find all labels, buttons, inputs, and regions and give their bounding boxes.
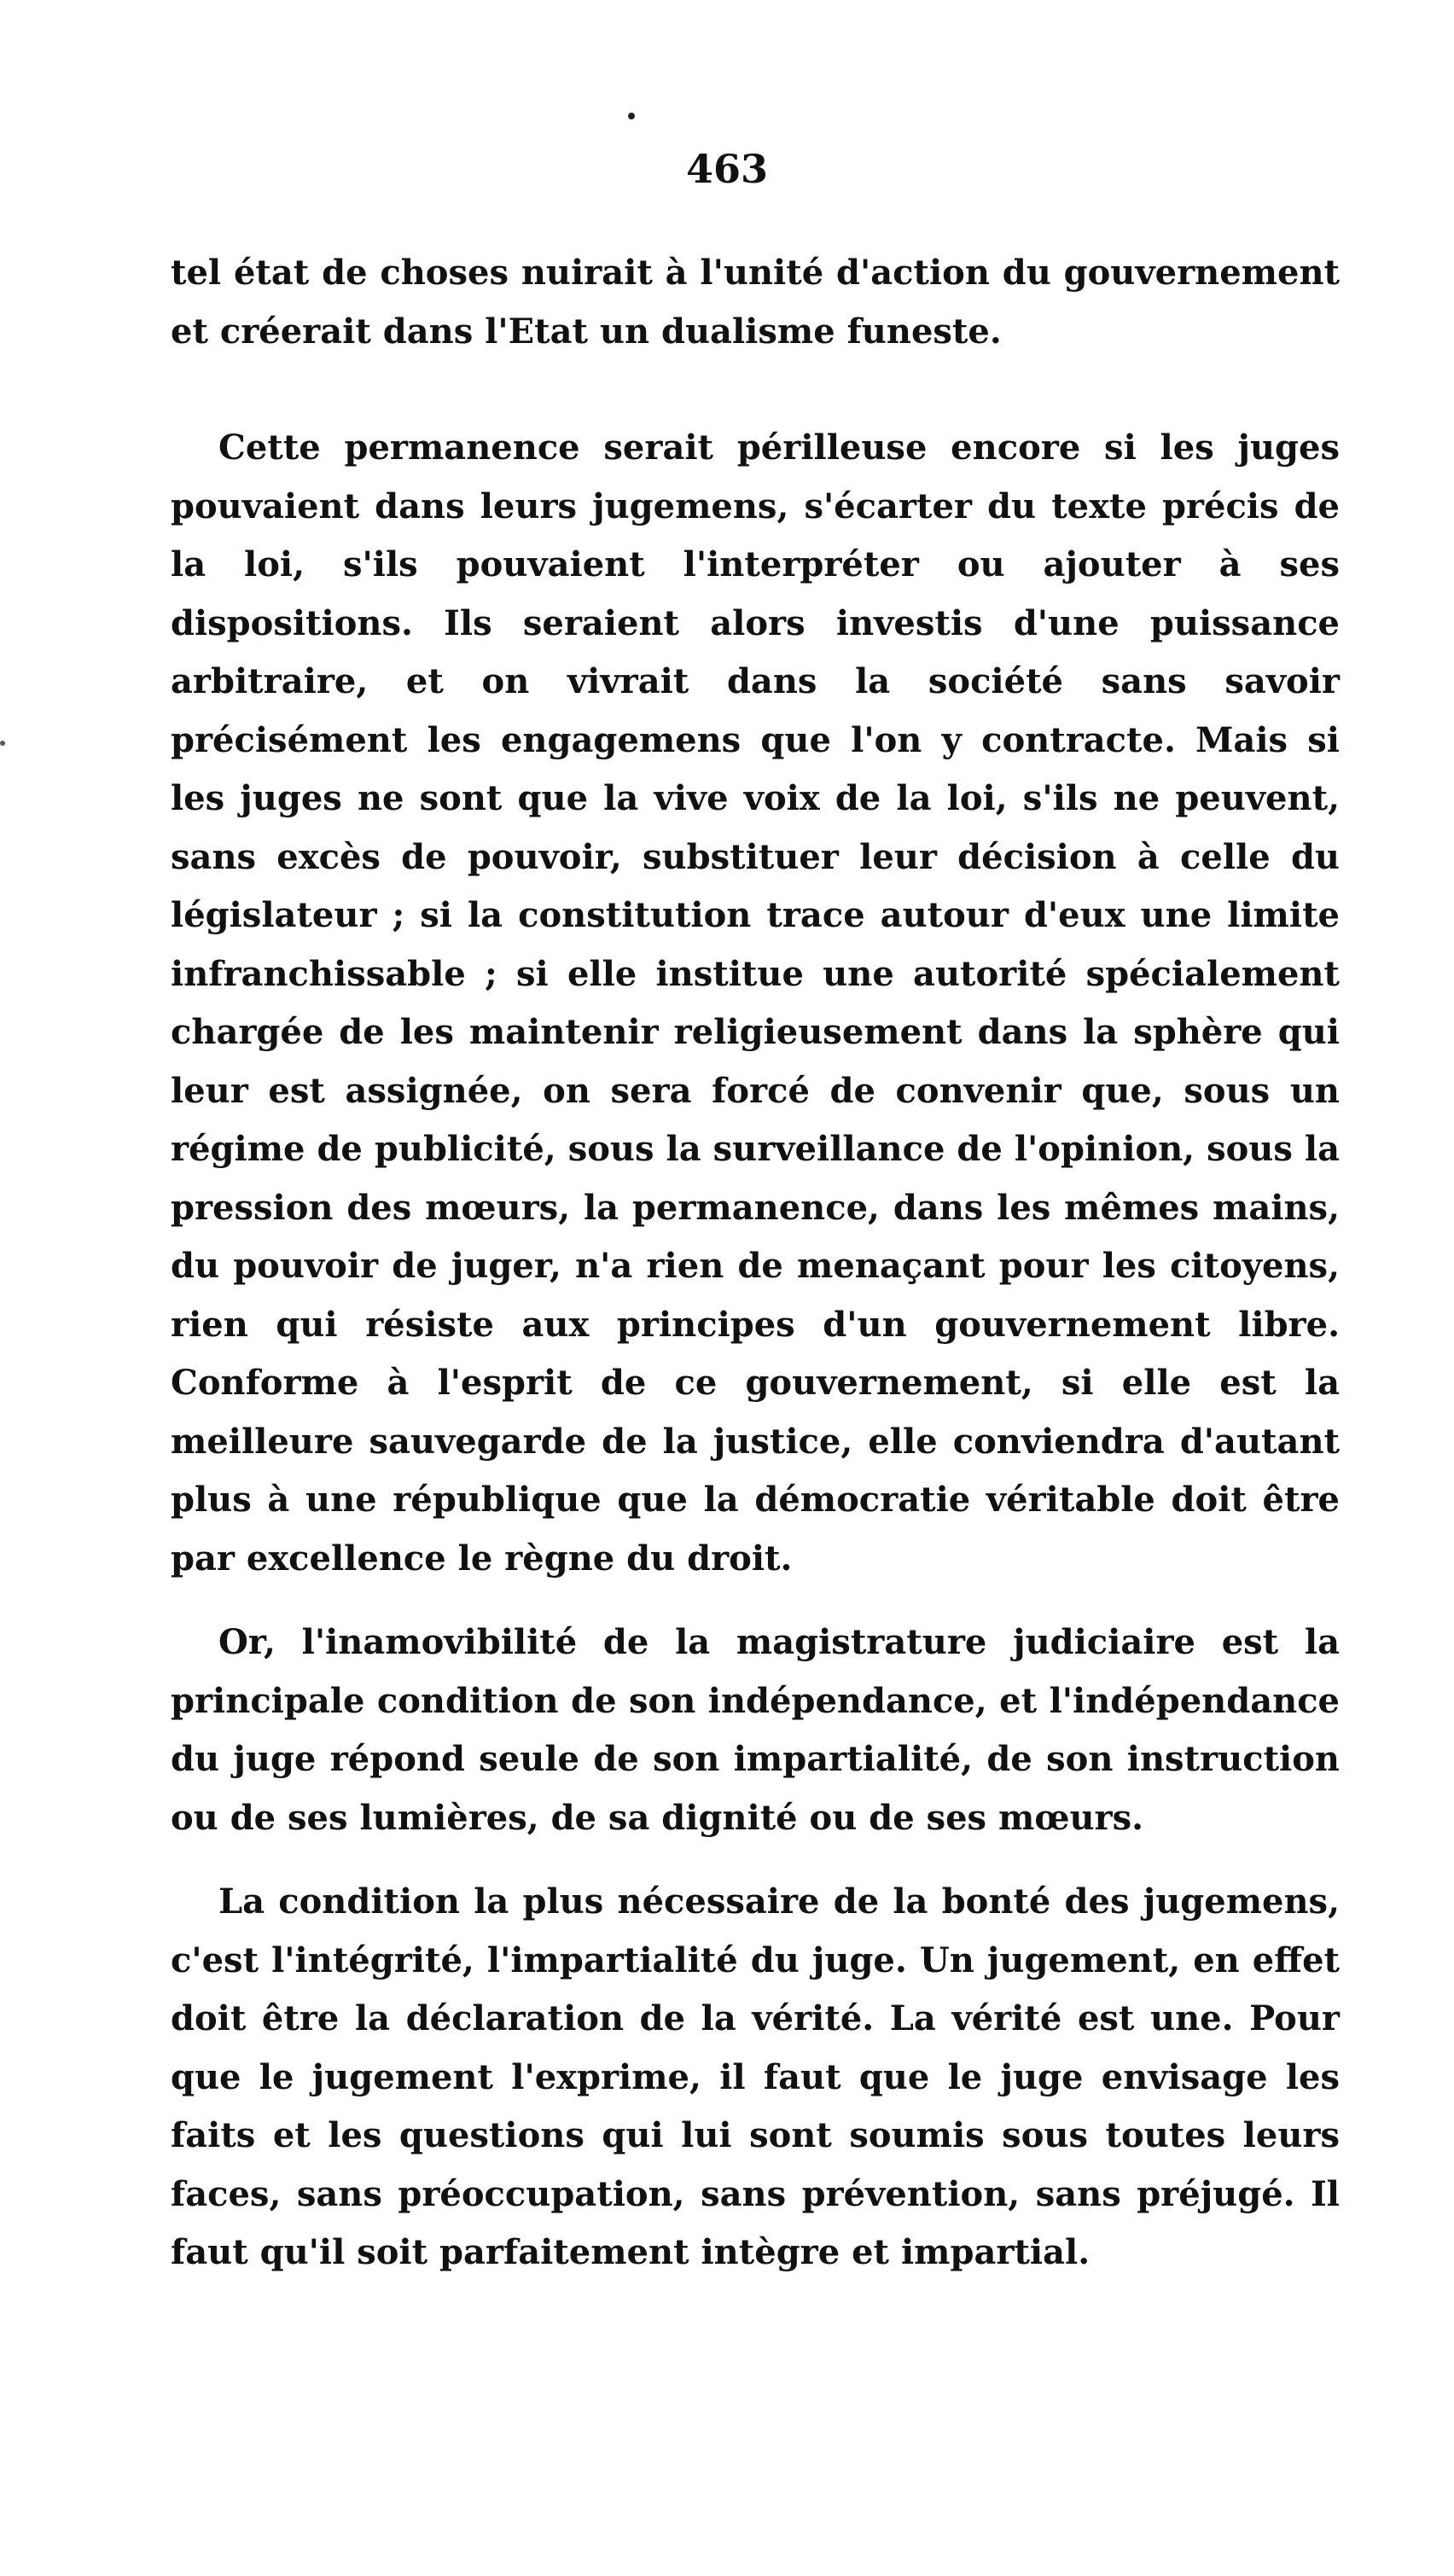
paragraph: Cette permanence serait périlleuse encore si les juges pouvaient dans leurs jugemens, s'écarter du texte précis de la loi, s'ils pouvaient l'interpréter ou ajouter à ses dispositions. Ils seraient alors investis d'une puissance arbitraire, et on vivrait dans la société sans savoir précisément les engagemens que l'on y contracte. Mais si les juges ne sont que la vive voix de la loi, s'ils ne peuvent, sans excès de pouvoir, substituer leur décision à celle du législateur ; si la constitution trace autour d'eux une limite infranchissable ; si elle institue une autorité spécialement chargée de les maintenir religieusement dans la sphère qui leur est assignée, on sera forcé de convenir que, sous un régime de publicité, sous la surveillance de l'opinion, sous la pression des mœurs, la permanence, dans les mêmes mains, du pouvoir de juger, n'a rien de menaçant pour les citoyens, rien qui résiste aux principes d'un gouvernement libre. Conforme à l'esprit de ce gouvernement, si elle est la meilleure sauvegarde de la justice, elle conviendra d'autant plus à une république que la démocratie véritable doit être par excellence le règne du droit. [171,427,1340,1579]
ink-speck [628,113,635,119]
page-body [171,244,1340,2282]
paragraph-continuation: tel état de choses nuirait à l'unité d'action du gouvernement et créerait dans l'Etat un dualisme funeste. [171,253,1340,352]
paragraph: Or, l'inamovibilité de la magistrature judiciaire est la principale condition de son indépendance, et l'indépendance du juge répond seule de son impartialité, de son instruction ou de ses lumières, de sa dignité ou de ses mœurs. [171,1622,1340,1838]
paragraph: La condition la plus nécessaire de la bonté des jugemens, c'est l'intégrité, l'impartialité du juge. Un jugement, en effet doit être la déclaration de la vérité. La vérité est une. Pour que le jugement l'exprime, il faut que le juge envisage les faits et les questions qui lui sont soumis sous toutes leurs faces, sans préoccupation, sans prévention, sans préjugé. Il faut qu'il soit parfaitement intègre et impartial. [171,1881,1340,2272]
page-number: 463 [685,146,769,192]
ink-speck [0,741,5,746]
